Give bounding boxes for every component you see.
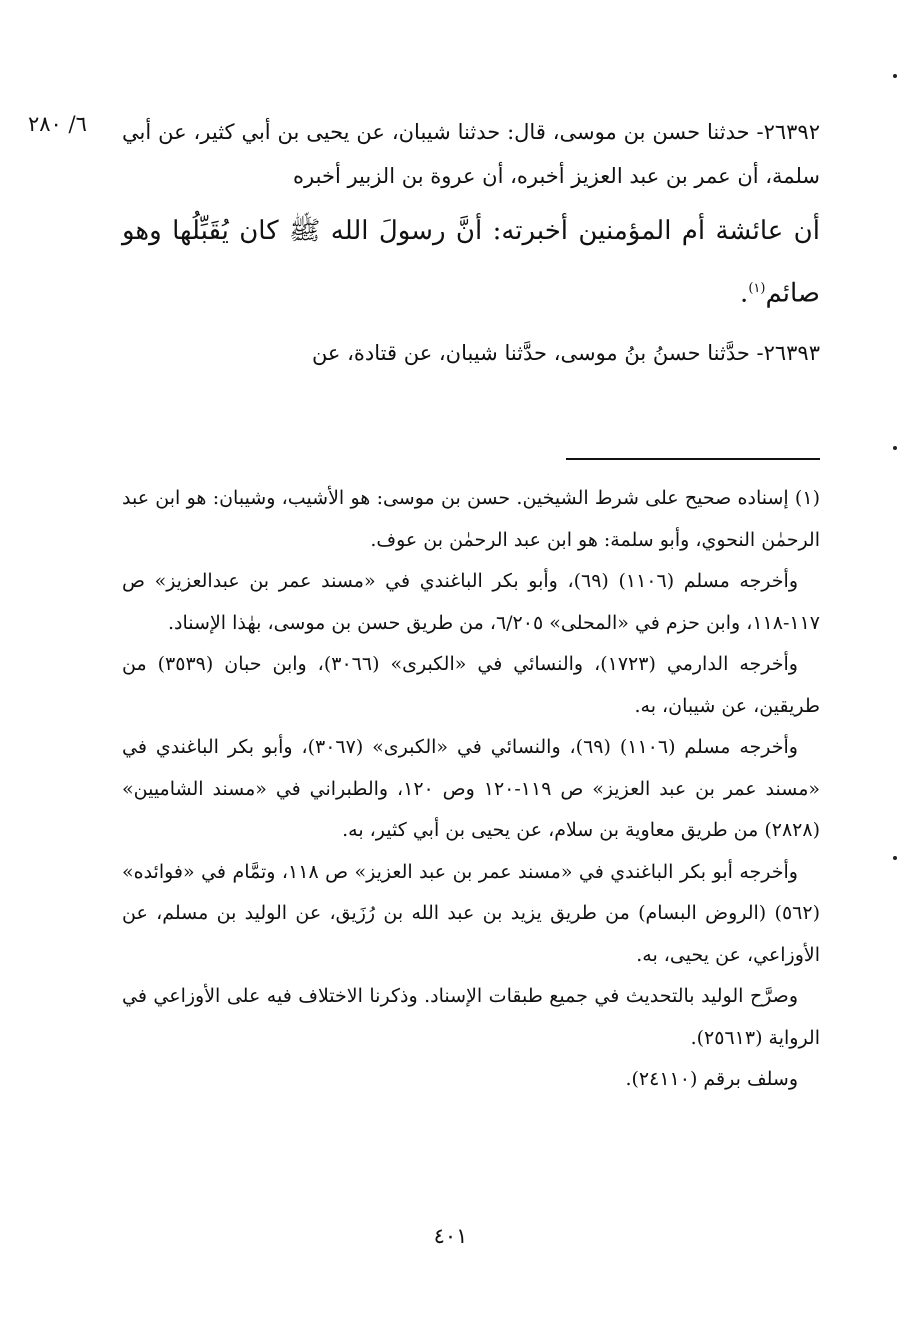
scan-edge-mark bbox=[893, 856, 897, 860]
margin-volume-page-reference: ٦/ ٢٨٠ bbox=[28, 112, 87, 136]
footnote-paragraph: وأخرجه أبو بكر الباغندي في «مسند عمر بن عبد العزيز» ص ١١٨، وتمَّام في «فوائده» (٥٦٢) (الروض البسام) من طريق يزيد بن عبد الله بن رُزَيق، عن الوليد بن مسلم، عن الأوزاعي، عن يحيى، به. bbox=[122, 860, 820, 966]
hadith-26392-matn-text: أن عائشة أم المؤمنين أخبرته: أنَّ رسولَ الله ﷺ كان يُقَبِّلُها وهو صائم bbox=[122, 216, 820, 309]
scan-edge-mark bbox=[893, 74, 897, 78]
hadith-26393-isnad: ٢٦٣٩٣- حدَّثنا حسنُ بنُ موسى، حدَّثنا شيبان، عن قتادة، عن bbox=[311, 340, 820, 365]
hadith-26392-isnad: ٢٦٣٩٢- حدثنا حسن بن موسى، قال: حدثنا شيبان، عن يحيى بن أبي كثير، عن أبي سلمة، أن عمر بن عبد العزيز أخبره، أن عروة بن الزبير أخبره bbox=[122, 120, 820, 188]
footnote-paragraph: وأخرجه مسلم (١١٠٦) (٦٩)، والنسائي في «الكبرى» (٣٠٦٧)، وأبو بكر الباغندي في «مسند عمر بن عبد العزيز» ص ١١٩-١٢٠ وص ١٢٠، والطبراني في «مسند الشاميين» (٢٨٢٨) من طريق معاوية بن سلام، عن يحيى بن أبي كثير، به. bbox=[122, 736, 820, 841]
footnote-reference-1[interactable]: (١) bbox=[748, 281, 766, 296]
footnote-paragraph: (١) إسناده صحيح على شرط الشيخين. حسن بن موسى: هو الأشيب، وشيبان: هو ابن عبد الرحمٰن النحوي، وأبو سلمة: هو ابن عبد الرحمٰن بن عوف. bbox=[122, 487, 820, 551]
footnote-paragraph: وأخرجه مسلم (١١٠٦) (٦٩)، وأبو بكر الباغندي في «مسند عمر بن عبدالعزيز» ص ١١٧-١١٨، وابن حزم في «المحلى» ٦/٢٠٥، من طريق حسن بن موسى، بهٰذا الإسناد. bbox=[122, 570, 820, 634]
footnote-separator-rule bbox=[566, 458, 820, 460]
hadith-26392-matn-end: . bbox=[740, 278, 749, 309]
footnote-paragraph: وصرَّح الوليد بالتحديث في جميع طبقات الإسناد. وذكرنا الاختلاف فيه على الأوزاعي في الرواية (٢٥٦١٣). bbox=[122, 985, 820, 1049]
main-text bbox=[122, 110, 820, 375]
footnote-paragraph: وسلف برقم (٢٤١١٠). bbox=[625, 1068, 798, 1090]
hadith-26392-matn bbox=[122, 202, 820, 323]
page-number: ٤٠١ bbox=[433, 1224, 468, 1248]
footnote-paragraph: وأخرجه الدارمي (١٧٢٣)، والنسائي في «الكبرى» (٣٠٦٦)، وابن حبان (٣٥٣٩) من طريقين، عن شيبان، به. bbox=[122, 653, 820, 717]
scan-edge-mark bbox=[893, 446, 897, 450]
footnotes bbox=[122, 478, 820, 1101]
